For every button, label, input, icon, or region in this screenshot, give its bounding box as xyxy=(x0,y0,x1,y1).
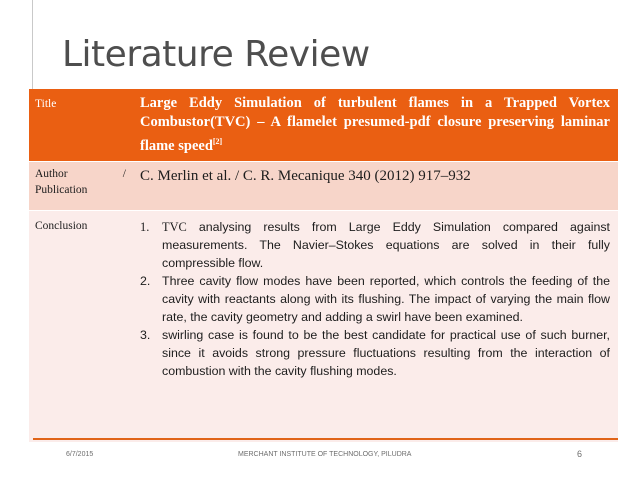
title-label: Title xyxy=(29,89,132,161)
conclusion-list xyxy=(140,218,610,380)
literature-table xyxy=(29,89,618,443)
list-item-text: Three cavity flow modes have been reported, which controls the feeding of the cavity with reactants along with its flushing. The impact of varying the main flow rate, the cavity geometry and adding a swirl have been examined. xyxy=(162,273,610,324)
list-item xyxy=(140,272,610,326)
list-item xyxy=(140,218,610,272)
table-row-title xyxy=(29,89,618,161)
author-label xyxy=(29,161,132,210)
list-item-text: analysing results from Large Eddy Simulation compared against measurements. The Navier–Stokes equations are solved in their fully compressible flow. xyxy=(162,219,610,270)
paper-title xyxy=(132,89,618,161)
footer-institution: MERCHANT INSTITUTE OF TECHNOLOGY, PILUDRA xyxy=(238,451,412,458)
conclusion-label: Conclusion xyxy=(29,210,132,442)
page-number: 6 xyxy=(577,449,583,459)
author-publication: C. Merlin et al. / C. R. Mecanique 340 (2012) 917–932 xyxy=(132,161,618,210)
list-number: 3. xyxy=(140,327,151,342)
conclusion-content xyxy=(132,210,618,442)
list-item xyxy=(140,326,610,380)
footer-date: 6/7/2015 xyxy=(66,451,94,458)
list-number: 2. xyxy=(140,273,151,288)
slide-title: Literature Review xyxy=(62,34,370,75)
footer-divider xyxy=(33,438,618,440)
table-row-conclusion xyxy=(29,210,618,442)
list-number: 1. xyxy=(140,219,150,234)
list-item-text: swirling case is found to be the best candidate for practical use of such burner, since it avoids strong pressure fluctuations resulting from the interaction of combustion with the cavity flushing modes. xyxy=(162,327,610,378)
author-label-line1: Author xyxy=(35,167,68,180)
paper-title-text: Large Eddy Simulation of turbulent flames in a Trapped Vortex Combustor(TVC) – A flamelet presumed-pdf closure preserving laminar flame speed xyxy=(140,95,610,154)
list-item-lead: TVC xyxy=(162,219,187,234)
reference-marker: [2] xyxy=(212,137,223,146)
author-label-slash: / xyxy=(122,167,126,180)
table-row-author xyxy=(29,161,618,210)
author-label-line2: Publication xyxy=(35,183,88,196)
